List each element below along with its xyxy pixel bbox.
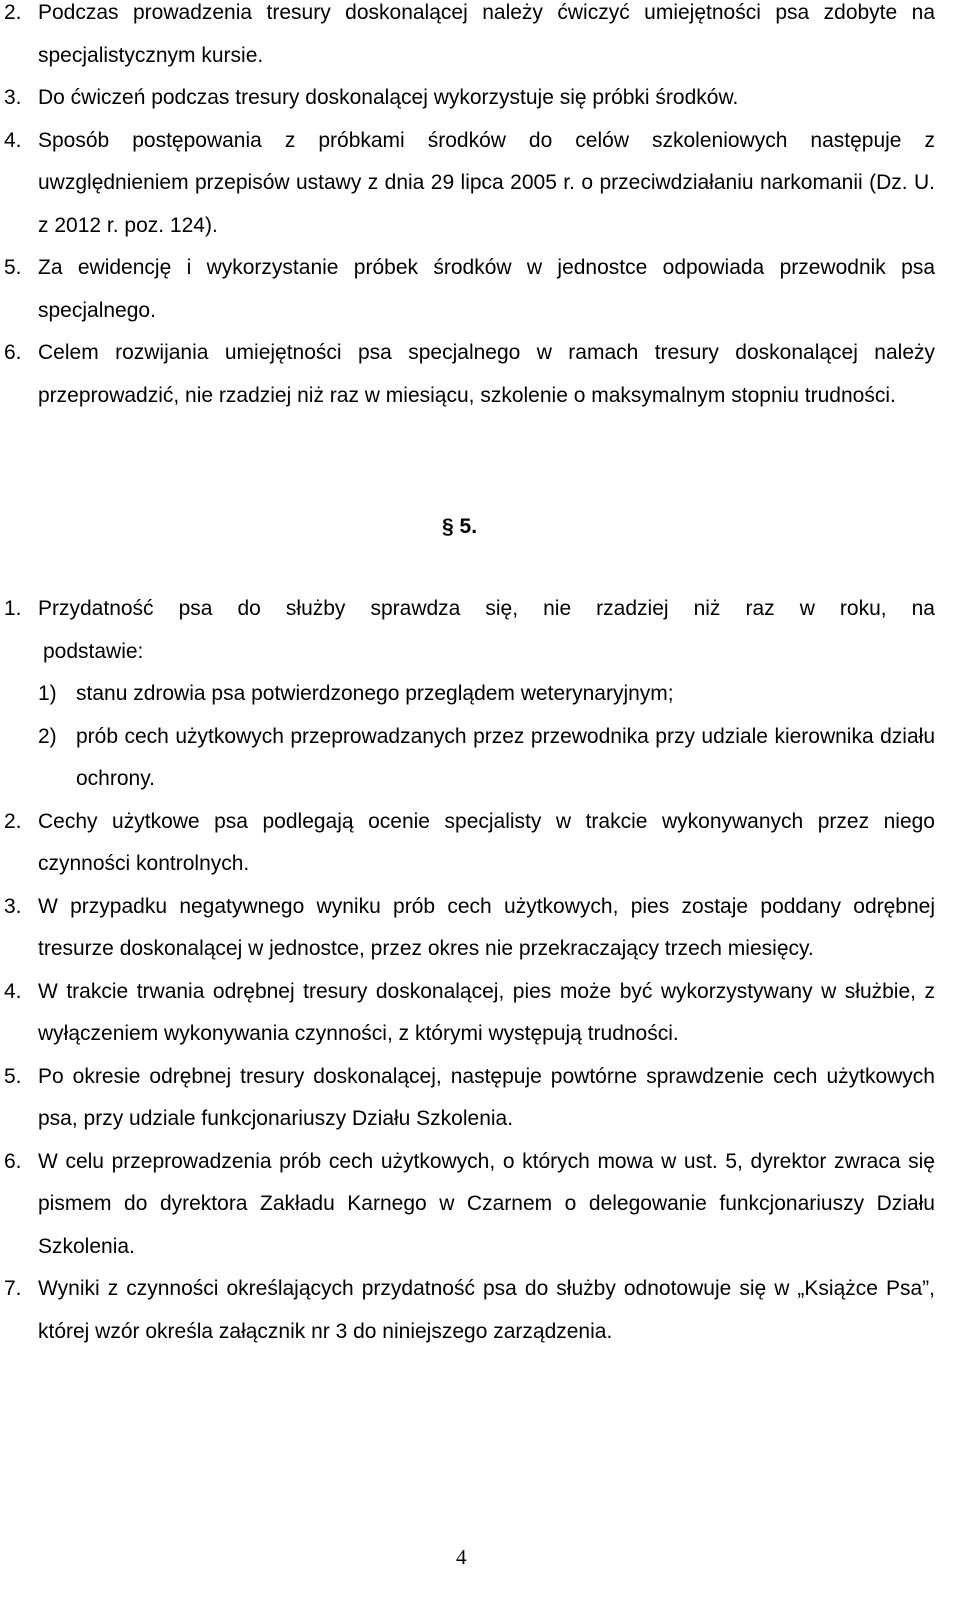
item-text: Do ćwiczeń podczas tresury doskonalącej wykorzystuje się próbki środków. [38, 86, 739, 109]
previous-section-list [0, 0, 935, 417]
list-item [0, 1141, 935, 1269]
section-5-list [0, 588, 935, 1353]
sub-list-item [38, 673, 935, 716]
item-number: 7. [4, 1277, 22, 1300]
item-number: 6. [4, 1149, 22, 1173]
item-number: 5. [4, 1064, 22, 1088]
item-number: 2. [4, 809, 22, 833]
item-number: 3. [4, 894, 22, 918]
list-item [0, 332, 935, 417]
sub-item-number: 2) [38, 724, 57, 748]
item-number: 3. [4, 86, 22, 109]
item-text: Sposób postępowania z próbkami środków do celów szkoleniowych następuje z uwzględnieniem przepisów ustawy z dnia 29 lipca 2005 r. o przeciwdziałaniu narkomanii (Dz. U. z 2012 r. poz. 124). [38, 128, 935, 237]
sub-item-text: stanu zdrowia psa potwierdzonego przeglądem weterynaryjnym; [76, 682, 674, 705]
item-continuation: podstawie: [43, 639, 144, 663]
item-text: Podczas prowadzenia tresury doskonalącej należy ćwiczyć umiejętności psa zdobyte na specjalistycznym kursie. [38, 1, 935, 67]
item-number: 5. [4, 256, 22, 279]
item-text: Cechy użytkowe psa podlegają ocenie specjalisty w trakcie wykonywanych przez niego czynności kontrolnych. [38, 809, 935, 875]
item-text: W trakcie trwania odrębnej tresury doskonalącej, pies może być wykorzystywany w służbie, z wyłączeniem wykonywania czynności, z którymi występują trudności. [38, 979, 935, 1045]
list-item [0, 77, 935, 120]
item-number: 4. [4, 128, 22, 152]
sub-item-number: 1) [38, 682, 57, 705]
item-text: Przydatność psa do służby sprawdza się, nie rzadziej niż raz w roku, na [38, 597, 935, 620]
item-text: W celu przeprowadzenia prób cech użytkowych, o których mowa w ust. 5, dyrektor zwraca się pismem do dyrektora Zakładu Karnego w Czarnem o delegowanie funkcjonariuszy Działu Szkolenia. [38, 1149, 935, 1258]
section-heading: § 5. [442, 515, 478, 538]
item-number: 2. [4, 1, 22, 24]
item-text: Celem rozwijania umiejętności psa specjalnego w ramach tresury doskonalącej należy przeprowadzić, nie rzadziej niż raz w miesiącu, szkolenie o maksymalnym stopniu trudności. [38, 341, 935, 407]
sub-item-text: prób cech użytkowych przeprowadzanych przez przewodnika przy udziale kierownika działu ochrony. [76, 724, 935, 790]
list-item [0, 886, 935, 971]
item-number: 6. [4, 341, 22, 364]
list-item [0, 1056, 935, 1141]
list-item [0, 971, 935, 1056]
item-number: 4. [4, 979, 22, 1003]
list-item [0, 0, 935, 77]
list-item [0, 588, 935, 631]
item-text: W przypadku negatywnego wyniku prób cech użytkowych, pies zostaje poddany odrębnej tresurze doskonalącej w jednostce, przez okres nie przekraczający trzech miesięcy. [38, 894, 935, 960]
page-number: 4 [456, 1545, 467, 1569]
list-item [0, 120, 935, 248]
list-item [0, 801, 935, 886]
item-number: 1. [4, 597, 22, 620]
item-text: Za ewidencję i wykorzystanie próbek środków w jednostce odpowiada przewodnik psa specjalnego. [38, 256, 935, 322]
list-item [0, 247, 935, 332]
item-text: Wyniki z czynności określających przydatność psa do służby odnotowuje się w „Książce Psa”, której wzór określa załącznik nr 3 do niniejszego zarządzenia. [38, 1277, 935, 1343]
sub-list-item [38, 716, 935, 801]
list-item [0, 1268, 935, 1353]
item-text: Po okresie odrębnej tresury doskonalącej, następuje powtórne sprawdzenie cech użytkowych psa, przy udziale funkcjonariuszy Działu Szkolenia. [38, 1064, 935, 1130]
